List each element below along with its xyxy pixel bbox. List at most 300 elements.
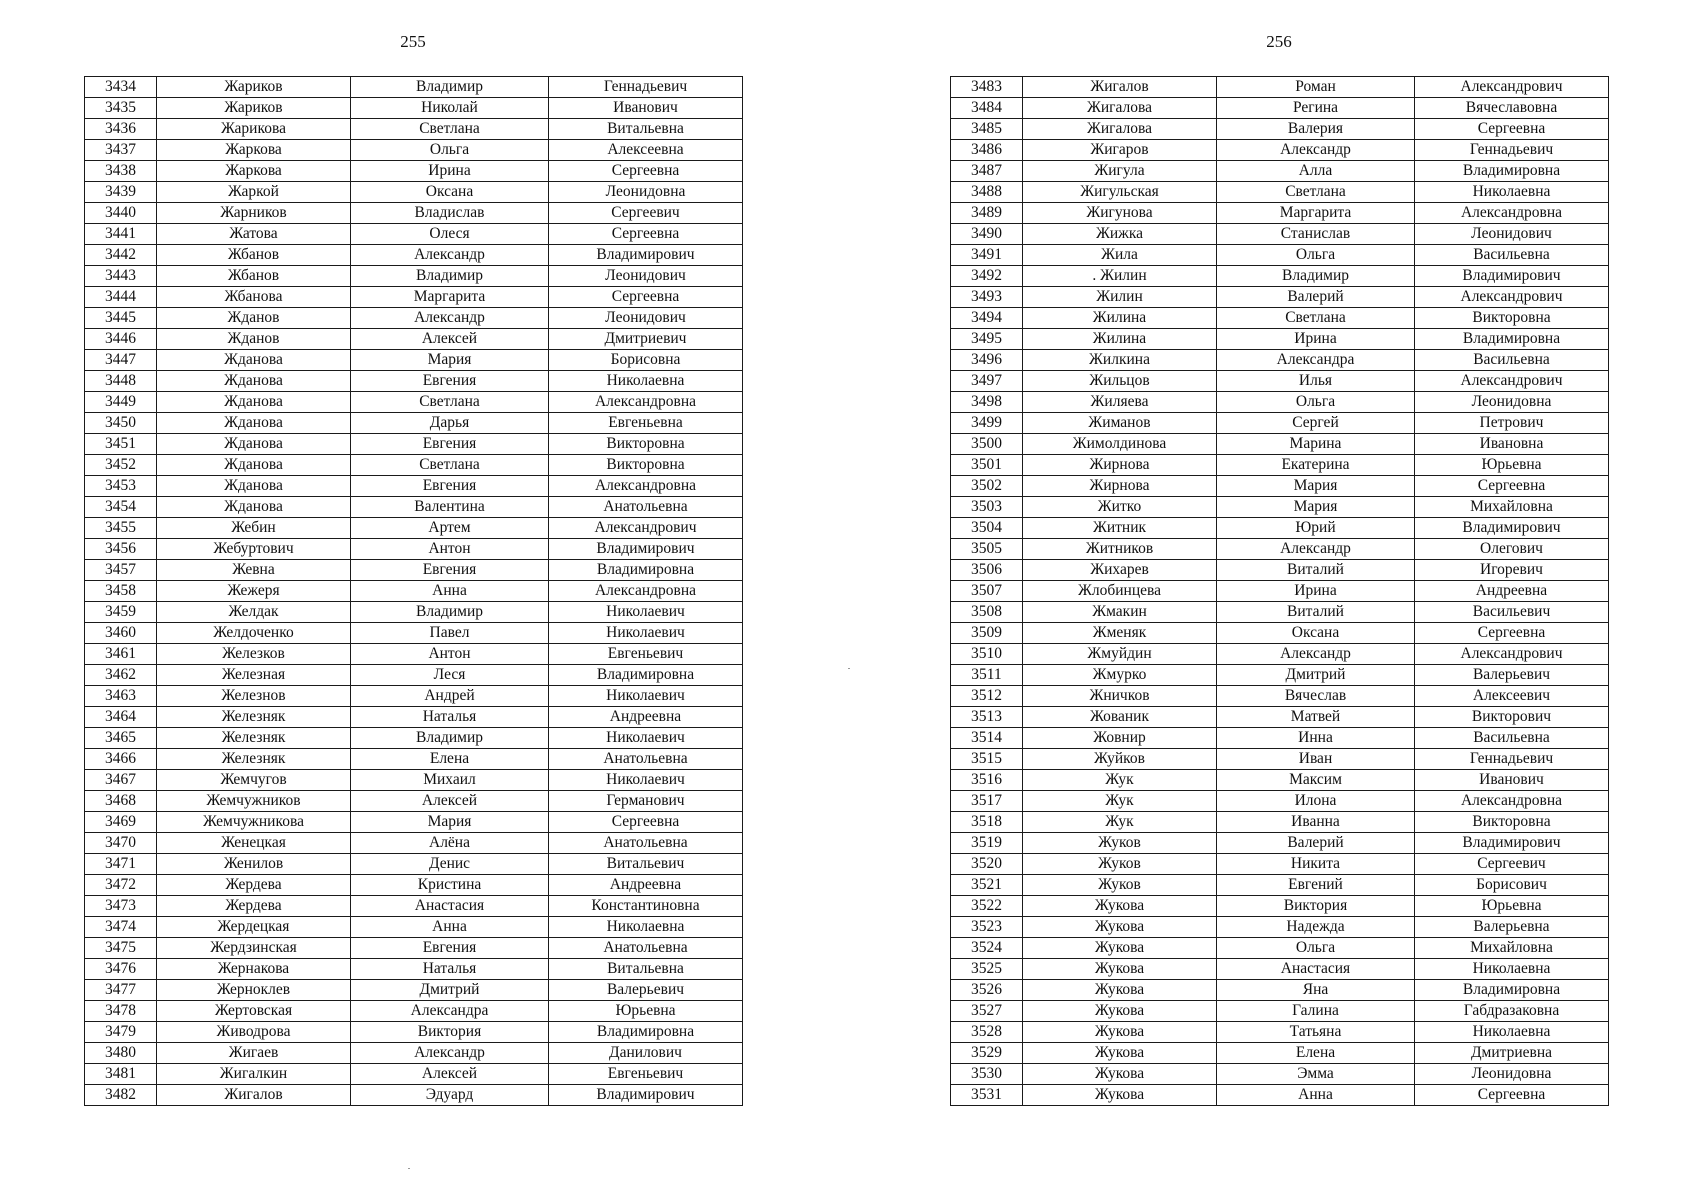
last-name-cell: Жданова: [157, 476, 351, 497]
patronymic-cell: Геннадьевич: [1415, 749, 1609, 770]
last-name-cell: Жарников: [157, 203, 351, 224]
patronymic-cell: Николаевич: [549, 602, 743, 623]
table-row: [951, 455, 1609, 476]
last-name-cell: Жигунова: [1023, 203, 1217, 224]
table-row: [951, 203, 1609, 224]
last-name-cell: Железков: [157, 644, 351, 665]
table-row: [85, 1043, 743, 1064]
table-row: [85, 602, 743, 623]
first-name-cell: Виталий: [1217, 602, 1415, 623]
patronymic-cell: Сергеевна: [1415, 476, 1609, 497]
table-row: [85, 98, 743, 119]
last-name-cell: Жданова: [157, 497, 351, 518]
patronymic-cell: Васильевна: [1415, 245, 1609, 266]
last-name-cell: Жариков: [157, 98, 351, 119]
first-name-cell: Ирина: [351, 161, 549, 182]
last-name-cell: Живодрова: [157, 1022, 351, 1043]
patronymic-cell: Алексеевна: [549, 140, 743, 161]
row-number-cell: 3521: [951, 875, 1023, 896]
row-number-cell: 3450: [85, 413, 157, 434]
last-name-cell: Жердзинская: [157, 938, 351, 959]
first-name-cell: Евгения: [351, 371, 549, 392]
last-name-cell: Жемчужников: [157, 791, 351, 812]
first-name-cell: Ольга: [351, 140, 549, 161]
patronymic-cell: Леонидович: [549, 308, 743, 329]
row-number-cell: 3518: [951, 812, 1023, 833]
patronymic-cell: Александрович: [1415, 287, 1609, 308]
last-name-cell: Жук: [1023, 791, 1217, 812]
table-row: [85, 1064, 743, 1085]
row-number-cell: 3527: [951, 1001, 1023, 1022]
first-name-cell: Илона: [1217, 791, 1415, 812]
row-number-cell: 3524: [951, 938, 1023, 959]
first-name-cell: Алексей: [351, 791, 549, 812]
table-row: [951, 959, 1609, 980]
first-name-cell: Яна: [1217, 980, 1415, 1001]
table-row: [85, 938, 743, 959]
last-name-cell: Жиманов: [1023, 413, 1217, 434]
first-name-cell: Галина: [1217, 1001, 1415, 1022]
first-name-cell: Владислав: [351, 203, 549, 224]
patronymic-cell: Алексеевич: [1415, 686, 1609, 707]
first-name-cell: Сергей: [1217, 413, 1415, 434]
first-name-cell: Алексей: [351, 1064, 549, 1085]
patronymic-cell: Леонидовна: [1415, 392, 1609, 413]
table-row: [951, 98, 1609, 119]
first-name-cell: Светлана: [1217, 308, 1415, 329]
last-name-cell: Жменяк: [1023, 623, 1217, 644]
last-name-cell: Жмурко: [1023, 665, 1217, 686]
first-name-cell: Александр: [1217, 539, 1415, 560]
row-number-cell: 3439: [85, 182, 157, 203]
row-number-cell: 3445: [85, 308, 157, 329]
names-table-left: [84, 76, 743, 1106]
first-name-cell: Александр: [351, 245, 549, 266]
row-number-cell: 3437: [85, 140, 157, 161]
last-name-cell: Жаркой: [157, 182, 351, 203]
last-name-cell: Жигалова: [1023, 98, 1217, 119]
table-row: [951, 770, 1609, 791]
first-name-cell: Роман: [1217, 77, 1415, 98]
patronymic-cell: Иванович: [549, 98, 743, 119]
table-row: [951, 392, 1609, 413]
row-number-cell: 3488: [951, 182, 1023, 203]
row-number-cell: 3508: [951, 602, 1023, 623]
patronymic-cell: Николаевич: [549, 623, 743, 644]
last-name-cell: Женилов: [157, 854, 351, 875]
last-name-cell: Жукова: [1023, 1001, 1217, 1022]
table-row: [951, 539, 1609, 560]
row-number-cell: 3490: [951, 224, 1023, 245]
row-number-cell: 3503: [951, 497, 1023, 518]
row-number-cell: 3479: [85, 1022, 157, 1043]
first-name-cell: Виталий: [1217, 560, 1415, 581]
table-row: [951, 728, 1609, 749]
patronymic-cell: Михайловна: [1415, 497, 1609, 518]
last-name-cell: Жилина: [1023, 308, 1217, 329]
first-name-cell: Валентина: [351, 497, 549, 518]
last-name-cell: Жданова: [157, 350, 351, 371]
row-number-cell: 3434: [85, 77, 157, 98]
row-number-cell: 3435: [85, 98, 157, 119]
table-row: [85, 896, 743, 917]
table-row: [85, 854, 743, 875]
first-name-cell: Мария: [351, 812, 549, 833]
table-row: [951, 665, 1609, 686]
row-number-cell: 3522: [951, 896, 1023, 917]
patronymic-cell: Викторовна: [1415, 308, 1609, 329]
table-row: [85, 224, 743, 245]
last-name-cell: Жариков: [157, 77, 351, 98]
patronymic-cell: Викторовна: [1415, 812, 1609, 833]
patronymic-cell: Николаевна: [549, 917, 743, 938]
last-name-cell: Жук: [1023, 770, 1217, 791]
first-name-cell: Антон: [351, 539, 549, 560]
first-name-cell: Иванна: [1217, 812, 1415, 833]
patronymic-cell: Николаевна: [1415, 959, 1609, 980]
table-row: [85, 665, 743, 686]
row-number-cell: 3461: [85, 644, 157, 665]
first-name-cell: Анастасия: [1217, 959, 1415, 980]
row-number-cell: 3436: [85, 119, 157, 140]
table-row: [85, 77, 743, 98]
row-number-cell: 3505: [951, 539, 1023, 560]
table-row: [85, 476, 743, 497]
last-name-cell: Жбанов: [157, 266, 351, 287]
first-name-cell: Александр: [351, 1043, 549, 1064]
patronymic-cell: Владимирович: [1415, 518, 1609, 539]
last-name-cell: Жила: [1023, 245, 1217, 266]
first-name-cell: Ольга: [1217, 938, 1415, 959]
last-name-cell: Жигалов: [1023, 77, 1217, 98]
names-table-body: [85, 77, 743, 1106]
patronymic-cell: Сергеевна: [1415, 1085, 1609, 1106]
row-number-cell: 3493: [951, 287, 1023, 308]
table-row: [85, 413, 743, 434]
row-number-cell: 3462: [85, 665, 157, 686]
row-number-cell: 3498: [951, 392, 1023, 413]
patronymic-cell: Габдразаковна: [1415, 1001, 1609, 1022]
first-name-cell: Евгения: [351, 560, 549, 581]
table-row: [85, 1085, 743, 1106]
row-number-cell: 3507: [951, 581, 1023, 602]
first-name-cell: Светлана: [351, 455, 549, 476]
patronymic-cell: Анатольевна: [549, 497, 743, 518]
row-number-cell: 3471: [85, 854, 157, 875]
patronymic-cell: Владимировна: [1415, 980, 1609, 1001]
table-row: [85, 707, 743, 728]
table-row: [951, 749, 1609, 770]
first-name-cell: Оксана: [1217, 623, 1415, 644]
last-name-cell: Жданова: [157, 392, 351, 413]
last-name-cell: Жукова: [1023, 959, 1217, 980]
first-name-cell: Светлана: [351, 392, 549, 413]
table-row: [85, 791, 743, 812]
table-row: [85, 728, 743, 749]
last-name-cell: Жукова: [1023, 1085, 1217, 1106]
first-name-cell: Анастасия: [351, 896, 549, 917]
first-name-cell: Екатерина: [1217, 455, 1415, 476]
last-name-cell: Жилина: [1023, 329, 1217, 350]
row-number-cell: 3500: [951, 434, 1023, 455]
first-name-cell: Ольга: [1217, 245, 1415, 266]
table-row: [951, 1001, 1609, 1022]
patronymic-cell: Сергеевна: [549, 224, 743, 245]
row-number-cell: 3455: [85, 518, 157, 539]
row-number-cell: 3463: [85, 686, 157, 707]
table-row: [951, 413, 1609, 434]
patronymic-cell: Николаевна: [549, 371, 743, 392]
row-number-cell: 3464: [85, 707, 157, 728]
patronymic-cell: Владимирович: [549, 539, 743, 560]
patronymic-cell: Геннадьевич: [549, 77, 743, 98]
row-number-cell: 3444: [85, 287, 157, 308]
patronymic-cell: Анатольевна: [549, 833, 743, 854]
last-name-cell: Желдак: [157, 602, 351, 623]
patronymic-cell: Геннадьевич: [1415, 140, 1609, 161]
last-name-cell: Жемчугов: [157, 770, 351, 791]
row-number-cell: 3475: [85, 938, 157, 959]
first-name-cell: Максим: [1217, 770, 1415, 791]
row-number-cell: 3472: [85, 875, 157, 896]
last-name-cell: Жукова: [1023, 1064, 1217, 1085]
table-row: [85, 266, 743, 287]
last-name-cell: Жильцов: [1023, 371, 1217, 392]
row-number-cell: 3506: [951, 560, 1023, 581]
table-row: [951, 245, 1609, 266]
row-number-cell: 3452: [85, 455, 157, 476]
first-name-cell: Мария: [351, 350, 549, 371]
row-number-cell: 3457: [85, 560, 157, 581]
patronymic-cell: Сергеевна: [549, 812, 743, 833]
last-name-cell: Жилкина: [1023, 350, 1217, 371]
table-row: [951, 287, 1609, 308]
first-name-cell: Регина: [1217, 98, 1415, 119]
last-name-cell: Женецкая: [157, 833, 351, 854]
table-row: [951, 623, 1609, 644]
table-row: [951, 917, 1609, 938]
last-name-cell: Жердецкая: [157, 917, 351, 938]
patronymic-cell: Александровна: [549, 476, 743, 497]
first-name-cell: Надежда: [1217, 917, 1415, 938]
row-number-cell: 3491: [951, 245, 1023, 266]
first-name-cell: Мария: [1217, 497, 1415, 518]
row-number-cell: 3446: [85, 329, 157, 350]
row-number-cell: 3494: [951, 308, 1023, 329]
last-name-cell: Жернакова: [157, 959, 351, 980]
table-row: [951, 833, 1609, 854]
last-name-cell: Жукова: [1023, 896, 1217, 917]
table-row: [85, 1022, 743, 1043]
last-name-cell: Жмуйдин: [1023, 644, 1217, 665]
last-name-cell: Жежеря: [157, 581, 351, 602]
table-row: [951, 686, 1609, 707]
table-row: [951, 308, 1609, 329]
first-name-cell: Евгения: [351, 476, 549, 497]
last-name-cell: Железная: [157, 665, 351, 686]
patronymic-cell: Николаевна: [1415, 1022, 1609, 1043]
row-number-cell: 3514: [951, 728, 1023, 749]
scan-speck: [848, 668, 850, 669]
row-number-cell: 3528: [951, 1022, 1023, 1043]
table-row: [951, 644, 1609, 665]
table-row: [951, 224, 1609, 245]
last-name-cell: . Жилин: [1023, 266, 1217, 287]
row-number-cell: 3530: [951, 1064, 1023, 1085]
row-number-cell: 3517: [951, 791, 1023, 812]
row-number-cell: 3476: [85, 959, 157, 980]
row-number-cell: 3515: [951, 749, 1023, 770]
row-number-cell: 3459: [85, 602, 157, 623]
patronymic-cell: Владимирович: [549, 1085, 743, 1106]
table-row: [85, 812, 743, 833]
patronymic-cell: Дмитриевич: [549, 329, 743, 350]
table-row: [85, 581, 743, 602]
row-number-cell: 3448: [85, 371, 157, 392]
last-name-cell: Жигула: [1023, 161, 1217, 182]
patronymic-cell: Александровна: [549, 392, 743, 413]
last-name-cell: Жерноклев: [157, 980, 351, 1001]
row-number-cell: 3502: [951, 476, 1023, 497]
last-name-cell: Жердева: [157, 875, 351, 896]
first-name-cell: Кристина: [351, 875, 549, 896]
table-row: [85, 959, 743, 980]
table-row: [85, 1001, 743, 1022]
last-name-cell: Жебуртович: [157, 539, 351, 560]
row-number-cell: 3525: [951, 959, 1023, 980]
first-name-cell: Дмитрий: [351, 980, 549, 1001]
last-name-cell: Железняк: [157, 728, 351, 749]
table-row: [951, 77, 1609, 98]
row-number-cell: 3492: [951, 266, 1023, 287]
last-name-cell: Житко: [1023, 497, 1217, 518]
first-name-cell: Владимир: [351, 602, 549, 623]
first-name-cell: Матвей: [1217, 707, 1415, 728]
row-number-cell: 3523: [951, 917, 1023, 938]
table-row: [85, 434, 743, 455]
patronymic-cell: Владимировна: [1415, 161, 1609, 182]
patronymic-cell: Васильевна: [1415, 350, 1609, 371]
last-name-cell: Жаркова: [157, 140, 351, 161]
table-row: [85, 119, 743, 140]
table-row: [951, 434, 1609, 455]
row-number-cell: 3504: [951, 518, 1023, 539]
row-number-cell: 3447: [85, 350, 157, 371]
table-row: [951, 854, 1609, 875]
patronymic-cell: Леонидовна: [1415, 1064, 1609, 1085]
patronymic-cell: Александровна: [549, 581, 743, 602]
table-row: [85, 980, 743, 1001]
row-number-cell: 3453: [85, 476, 157, 497]
last-name-cell: Жимолдинова: [1023, 434, 1217, 455]
last-name-cell: Желдоченко: [157, 623, 351, 644]
patronymic-cell: Сергеевич: [549, 203, 743, 224]
table-row: [951, 497, 1609, 518]
last-name-cell: Житник: [1023, 518, 1217, 539]
first-name-cell: Ирина: [1217, 581, 1415, 602]
table-row: [85, 308, 743, 329]
patronymic-cell: Ивановна: [1415, 434, 1609, 455]
last-name-cell: Жданова: [157, 455, 351, 476]
table-row: [951, 581, 1609, 602]
row-number-cell: 3483: [951, 77, 1023, 98]
patronymic-cell: Борисовна: [549, 350, 743, 371]
first-name-cell: Николай: [351, 98, 549, 119]
patronymic-cell: Юрьевна: [1415, 455, 1609, 476]
patronymic-cell: Юрьевна: [1415, 896, 1609, 917]
row-number-cell: 3513: [951, 707, 1023, 728]
first-name-cell: Валерий: [1217, 287, 1415, 308]
patronymic-cell: Андреевна: [1415, 581, 1609, 602]
patronymic-cell: Сергеевич: [1415, 854, 1609, 875]
last-name-cell: Жаркова: [157, 161, 351, 182]
row-number-cell: 3496: [951, 350, 1023, 371]
last-name-cell: Жуков: [1023, 854, 1217, 875]
last-name-cell: Жигаров: [1023, 140, 1217, 161]
first-name-cell: Светлана: [1217, 182, 1415, 203]
table-row: [85, 518, 743, 539]
patronymic-cell: Николаевич: [549, 728, 743, 749]
first-name-cell: Владимир: [351, 728, 549, 749]
first-name-cell: Татьяна: [1217, 1022, 1415, 1043]
table-row: [951, 518, 1609, 539]
row-number-cell: 3438: [85, 161, 157, 182]
table-row: [85, 287, 743, 308]
patronymic-cell: Евгеньевна: [549, 413, 743, 434]
table-row: [951, 602, 1609, 623]
row-number-cell: 3449: [85, 392, 157, 413]
last-name-cell: Жукова: [1023, 1022, 1217, 1043]
last-name-cell: Жирнова: [1023, 455, 1217, 476]
table-row: [85, 539, 743, 560]
row-number-cell: 3482: [85, 1085, 157, 1106]
patronymic-cell: Владимирович: [1415, 266, 1609, 287]
table-row: [951, 119, 1609, 140]
first-name-cell: Марина: [1217, 434, 1415, 455]
patronymic-cell: Викторовна: [549, 455, 743, 476]
patronymic-cell: Владимировна: [549, 560, 743, 581]
row-number-cell: 3481: [85, 1064, 157, 1085]
patronymic-cell: Сергеевна: [549, 161, 743, 182]
last-name-cell: Жигалов: [157, 1085, 351, 1106]
row-number-cell: 3499: [951, 413, 1023, 434]
patronymic-cell: Германович: [549, 791, 743, 812]
scan-speck: [408, 1168, 410, 1169]
first-name-cell: Ирина: [1217, 329, 1415, 350]
first-name-cell: Никита: [1217, 854, 1415, 875]
table-row: [951, 707, 1609, 728]
last-name-cell: Жатова: [157, 224, 351, 245]
last-name-cell: Жукова: [1023, 1043, 1217, 1064]
row-number-cell: 3486: [951, 140, 1023, 161]
last-name-cell: Жданова: [157, 434, 351, 455]
row-number-cell: 3466: [85, 749, 157, 770]
row-number-cell: 3485: [951, 119, 1023, 140]
first-name-cell: Александр: [351, 308, 549, 329]
patronymic-cell: Николаевич: [549, 770, 743, 791]
patronymic-cell: Анатольевна: [549, 938, 743, 959]
row-number-cell: 3511: [951, 665, 1023, 686]
patronymic-cell: Евгеньевич: [549, 644, 743, 665]
last-name-cell: Жданова: [157, 413, 351, 434]
last-name-cell: Железнов: [157, 686, 351, 707]
last-name-cell: Жилин: [1023, 287, 1217, 308]
last-name-cell: Жуков: [1023, 875, 1217, 896]
patronymic-cell: Валерьевич: [549, 980, 743, 1001]
first-name-cell: Маргарита: [1217, 203, 1415, 224]
table-row: [951, 371, 1609, 392]
table-row: [85, 245, 743, 266]
